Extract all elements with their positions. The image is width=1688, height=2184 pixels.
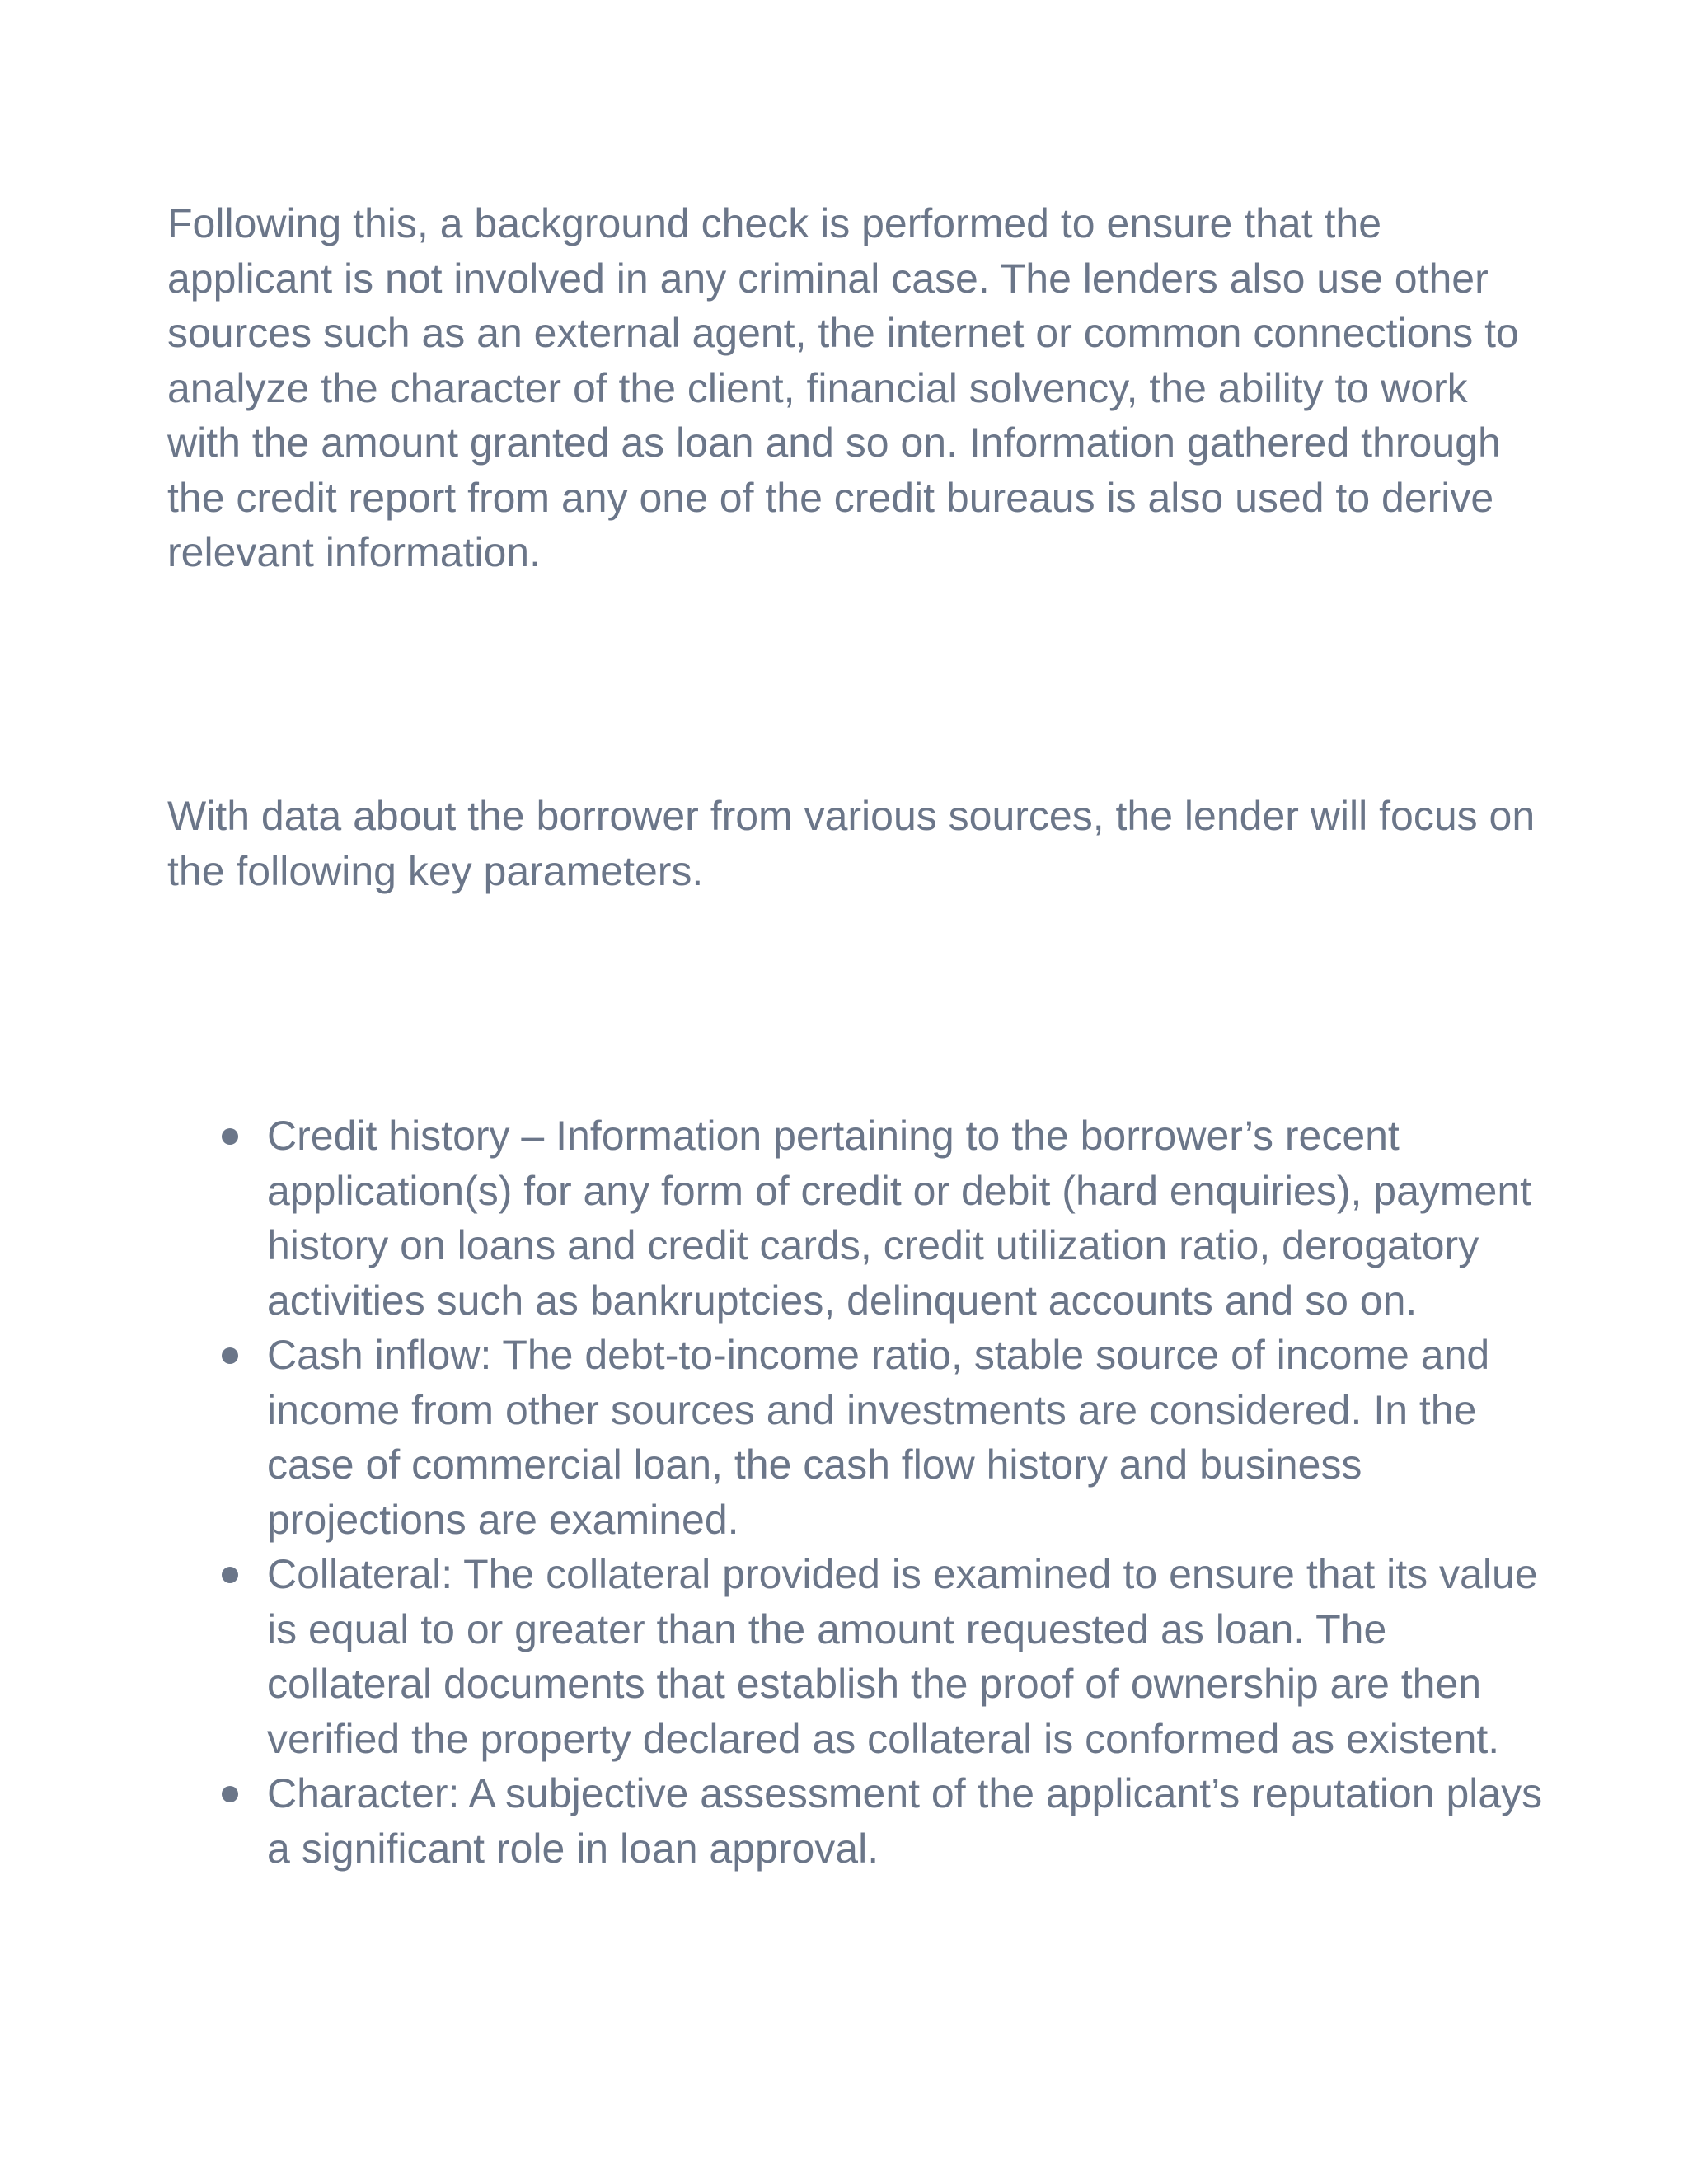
list-item-text: Collateral: The collateral provided is examined to ensure that its value is equal to or greater than the amount requested as loan. The collateral documents that establish the proof of ownership are then verified the property declared as collateral is conformed as existent. bbox=[267, 1551, 1538, 1762]
list-item-collateral bbox=[167, 1547, 1552, 1766]
key-parameters-list bbox=[167, 1108, 1552, 1876]
paragraph-key-parameters-intro: With data about the borrower from various sources, the lender will focus on the following key parameters. bbox=[167, 793, 1536, 894]
list-item-text: Character: A subjective assessment of the applicant’s reputation plays a significant role in loan approval. bbox=[267, 1770, 1543, 1872]
bullet-icon bbox=[222, 1567, 238, 1583]
list-item-cash-inflow bbox=[167, 1328, 1552, 1547]
bullet-icon bbox=[222, 1786, 238, 1802]
list-item-text: Cash inflow: The debt-to-income ratio, stable source of income and income from other sources and investments are considered. In the case of commercial loan, the cash flow history and business projections are examined. bbox=[267, 1332, 1490, 1543]
list-item-text: Credit history – Information pertaining to the borrower’s recent application(s) for any form of credit or debit (hard enquiries), payment history on loans and credit cards, credit utilization ratio, derogatory activities such as bankruptcies, delinquent accounts and so on. bbox=[267, 1113, 1532, 1324]
list-item-character bbox=[167, 1766, 1552, 1876]
paragraph-background-check: Following this, a background check is performed to ensure that the applicant is not involved in any criminal case. The lenders also use other sources such as an external agent, the internet or common connections to analyze the character of the client, financial solvency, the ability to work with the amount granted as loan and so on. Information gathered through the credit report from any one of the credit bureaus is also used to derive relevant information. bbox=[167, 200, 1519, 575]
list-item-credit-history bbox=[167, 1108, 1552, 1328]
bullet-icon bbox=[222, 1128, 238, 1145]
bullet-icon bbox=[222, 1347, 238, 1364]
